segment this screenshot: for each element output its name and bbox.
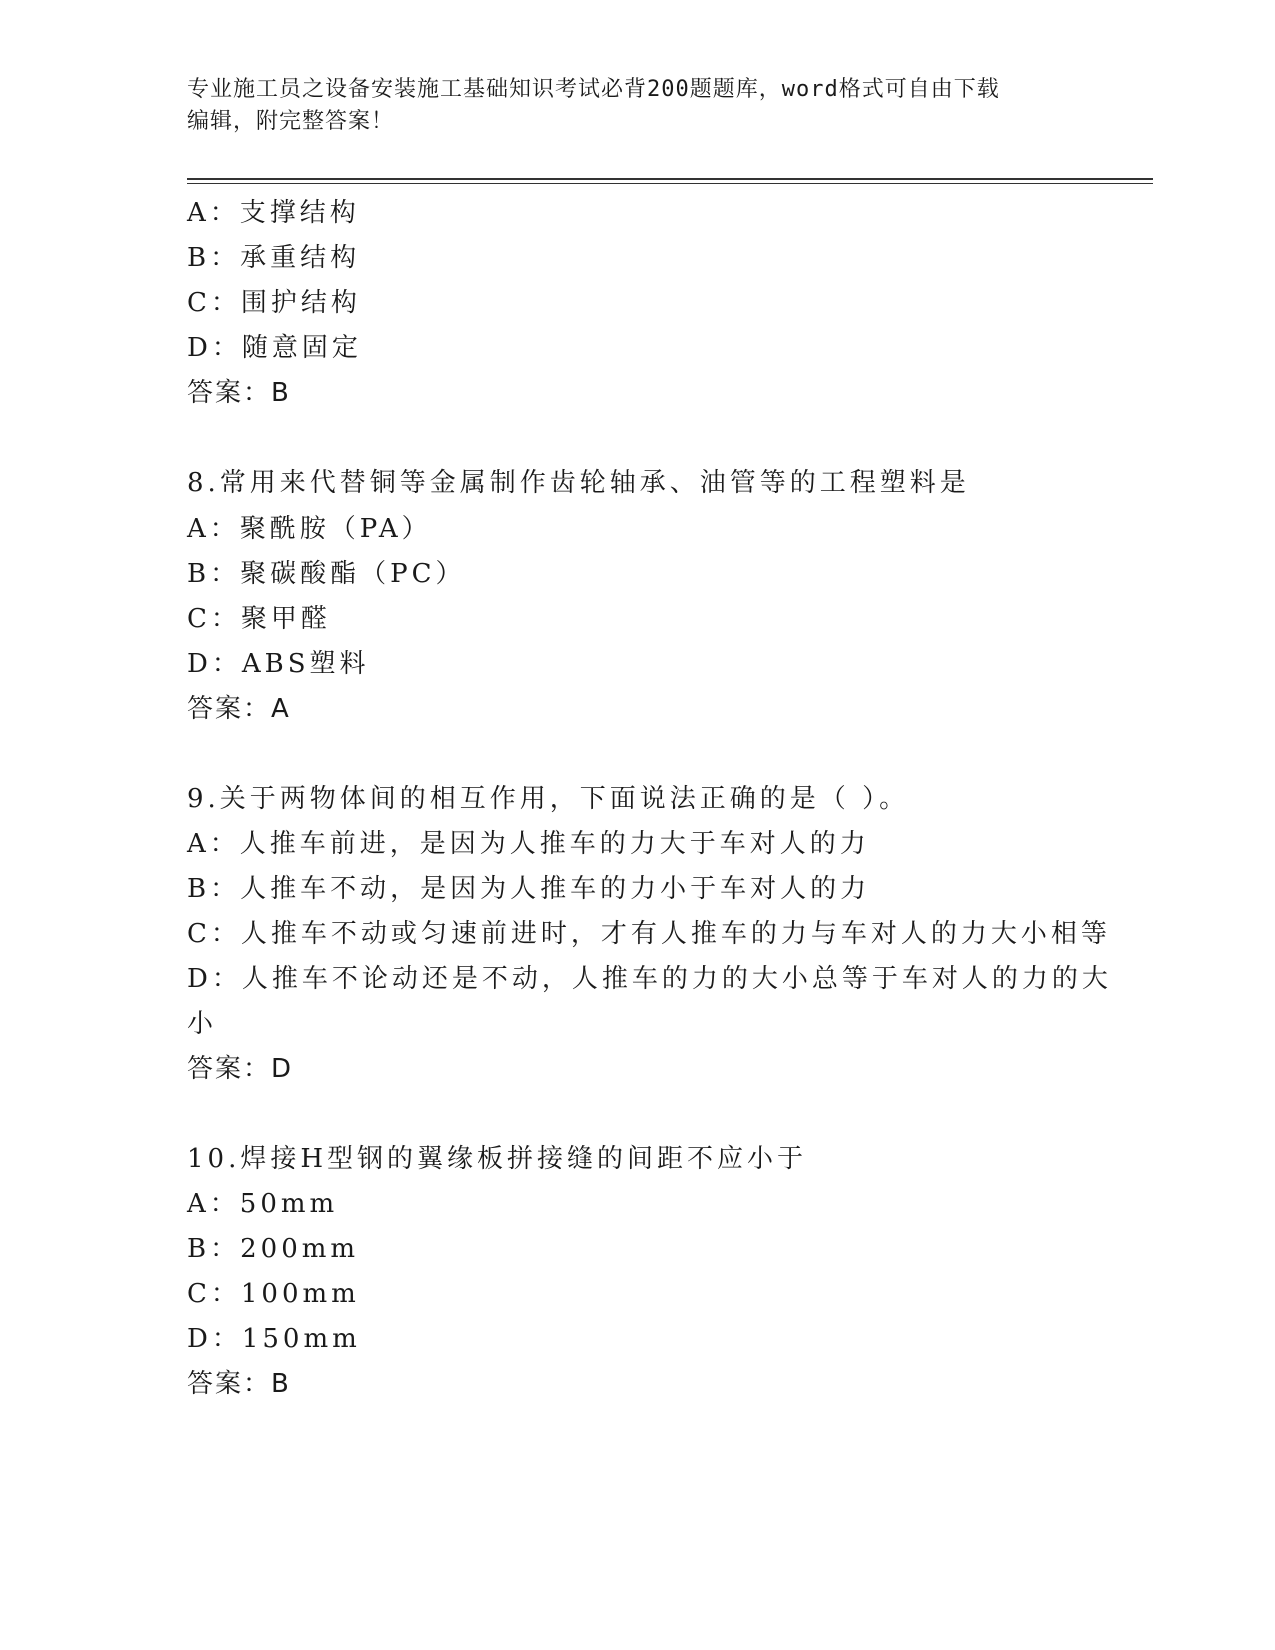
q8-option-c: C：聚甲醛 bbox=[187, 604, 331, 634]
q9-option-b: B：人推车不动，是因为人推车的力小于车对人的力 bbox=[187, 874, 871, 904]
q9-question-text: 9.关于两物体间的相互作用，下面说法正确的是（ ）。 bbox=[187, 784, 910, 814]
q8-question-text: 8.常用来代替铜等金属制作齿轮轴承、油管等的工程塑料是 bbox=[187, 468, 970, 498]
q10-option-d: D：150mm bbox=[187, 1324, 361, 1354]
q10-answer: 答案：B bbox=[187, 1369, 291, 1399]
header-title-line-2: 编辑，附完整答案！ bbox=[187, 109, 395, 134]
q10-option-b: B：200mm bbox=[187, 1234, 360, 1264]
q10-option-a: A：50mm bbox=[187, 1189, 339, 1219]
document-header bbox=[187, 74, 1067, 138]
header-title-line-1: 专业施工员之设备安装施工基础知识考试必背200题题库，word格式可自由下载 bbox=[187, 77, 1000, 102]
q7-option-d: D：随意固定 bbox=[187, 333, 362, 363]
q9-option-c: C：人推车不动或匀速前进时，才有人推车的力与车对人的力大小相等 bbox=[187, 919, 1111, 949]
q9-option-d-continuation: 小 bbox=[187, 1009, 218, 1039]
q8-option-a: A：聚酰胺（PA） bbox=[187, 514, 432, 544]
q9-option-a: A：人推车前进，是因为人推车的力大于车对人的力 bbox=[187, 829, 870, 859]
q8-answer: 答案：A bbox=[187, 694, 291, 724]
q9-answer: 答案：D bbox=[187, 1054, 294, 1084]
header-divider-thin bbox=[187, 183, 1153, 184]
q10-option-c: C：100mm bbox=[187, 1279, 360, 1309]
q10-question-text: 10.焊接H型钢的翼缘板拼接缝的间距不应小于 bbox=[187, 1144, 808, 1174]
q9-option-d: D：人推车不论动还是不动，人推车的力的大小总等于车对人的力的大 bbox=[187, 964, 1112, 994]
q7-option-b: B：承重结构 bbox=[187, 243, 361, 273]
q7-option-a: A：支撑结构 bbox=[187, 198, 360, 228]
q8-option-d: D：ABS塑料 bbox=[187, 649, 370, 679]
q7-answer: 答案：B bbox=[187, 378, 291, 408]
q8-option-b: B：聚碳酸酯（PC） bbox=[187, 559, 466, 589]
header-divider-thick bbox=[187, 178, 1153, 180]
q7-option-c: C：围护结构 bbox=[187, 288, 361, 318]
